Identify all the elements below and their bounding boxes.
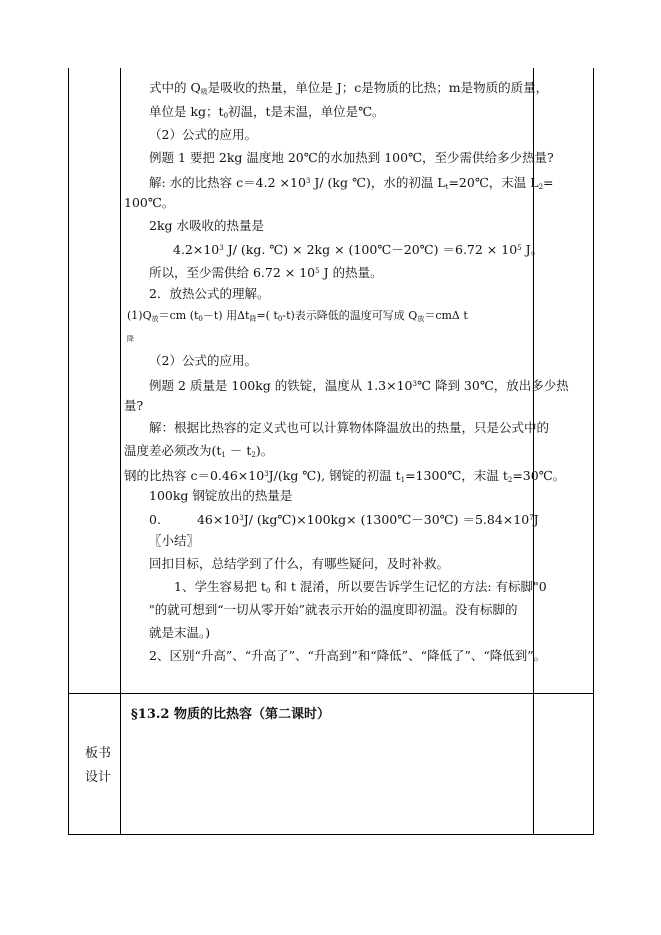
table-border-bottom <box>68 834 594 835</box>
board-title: §13.2 物质的比热容（第二课时） <box>131 707 330 722</box>
table-border-left <box>68 68 69 835</box>
content-line-2: 单位是 kg；$t_0$初温，t是末温，单位是℃。 <box>149 104 385 120</box>
example-1-question: 例题 1 要把 2kg 温度地 20℃的水加热到 100℃，至少需供给多少热量? <box>149 150 554 165</box>
content-line-21: 〖小结〗 <box>149 533 200 548</box>
content-line-18: 钢的比热容 $c=0.46\times 10^3J/(kg$ ℃), 钢锭的初温 $t_1=1300℃$，末温 $t_2=30℃$。 <box>124 468 566 484</box>
table-border-col1 <box>120 68 121 835</box>
content-line-24: "的就可想到“一切从零开始”就表示开始的温度即初温。没有标脚的 <box>149 602 518 617</box>
content-line-9: 所以，至少需供给 $6.72 \times 10^5$ J 的热量。 <box>149 265 383 280</box>
content-line-20: 0. $46\times 10^3J/$ (kg℃)×100kg× (1300℃－30℃) $=5.84\times 10^7J$ <box>149 512 539 527</box>
content-line-25: 就是末温。) <box>149 625 211 640</box>
content-line-13: （2）公式的应用。 <box>149 353 257 368</box>
content-line-16: 解：根据比热容的定义式也可以计算物体降温放出的热量，只是公式中的 <box>149 420 550 435</box>
content-line-11: $(1)Q_放=cm$ $(t_0-t)$ 用$\Delta t_降=$( $t_0-t$)表示降低的温度可写成 $Q_放=cm\Delta$ t <box>127 309 468 323</box>
content-line-22: 回扣目标，总结学到了什么，有哪些疑问，及时补救。 <box>149 556 450 571</box>
content-line-15: 量? <box>124 398 144 413</box>
content-line-12: 降 <box>127 335 134 343</box>
table-row-divider <box>68 693 594 694</box>
content-line-5: 解: 水的比热容 $c=4.2 \times 10^3$ J/ (kg ℃)，水的初温 $L_t=20℃$，末温 $L_2=$ <box>149 175 554 191</box>
content-line-19: 100kg 钢锭放出的热量是 <box>149 488 293 503</box>
table-border-right <box>593 68 594 835</box>
board-label-1: 板书 <box>85 746 112 761</box>
content-line-10: 2．放热公式的理解。 <box>149 286 270 301</box>
content-line-7: 2kg 水吸收的热量是 <box>149 218 265 233</box>
content-line-26: 2、区别“升高”、“升高了”、“升高到”和“降低”、“降低了”、“降低到”。 <box>149 648 547 663</box>
content-line-1: 式中的 $Q_吸$是吸收的热量，单位是 J；c是物质的比热；m是物质的质量， <box>149 80 549 96</box>
content-line-3: （2）公式的应用。 <box>149 127 257 142</box>
content-line-14: 例题 2 质量是 100kg 的铁锭，温度从 $1.3\times 10^3℃$ 降到 30℃，放出多少热 <box>149 378 569 393</box>
board-label-2: 设计 <box>85 770 112 785</box>
content-line-6: 100℃。 <box>124 195 175 210</box>
content-line-8: $4.2\times 10^3$ J/ (kg. ℃) × 2kg × (100℃－20℃) $=6.72 \times 10^5$ J。 <box>173 242 544 257</box>
content-line-23: 1、学生容易把 $t_0$ 和 t 混淆，所以要告诉学生记忆的方法: 有标脚"0 <box>174 579 547 595</box>
content-line-17: 温度差必须改为$(t_1 - t_2)$。 <box>124 443 274 459</box>
